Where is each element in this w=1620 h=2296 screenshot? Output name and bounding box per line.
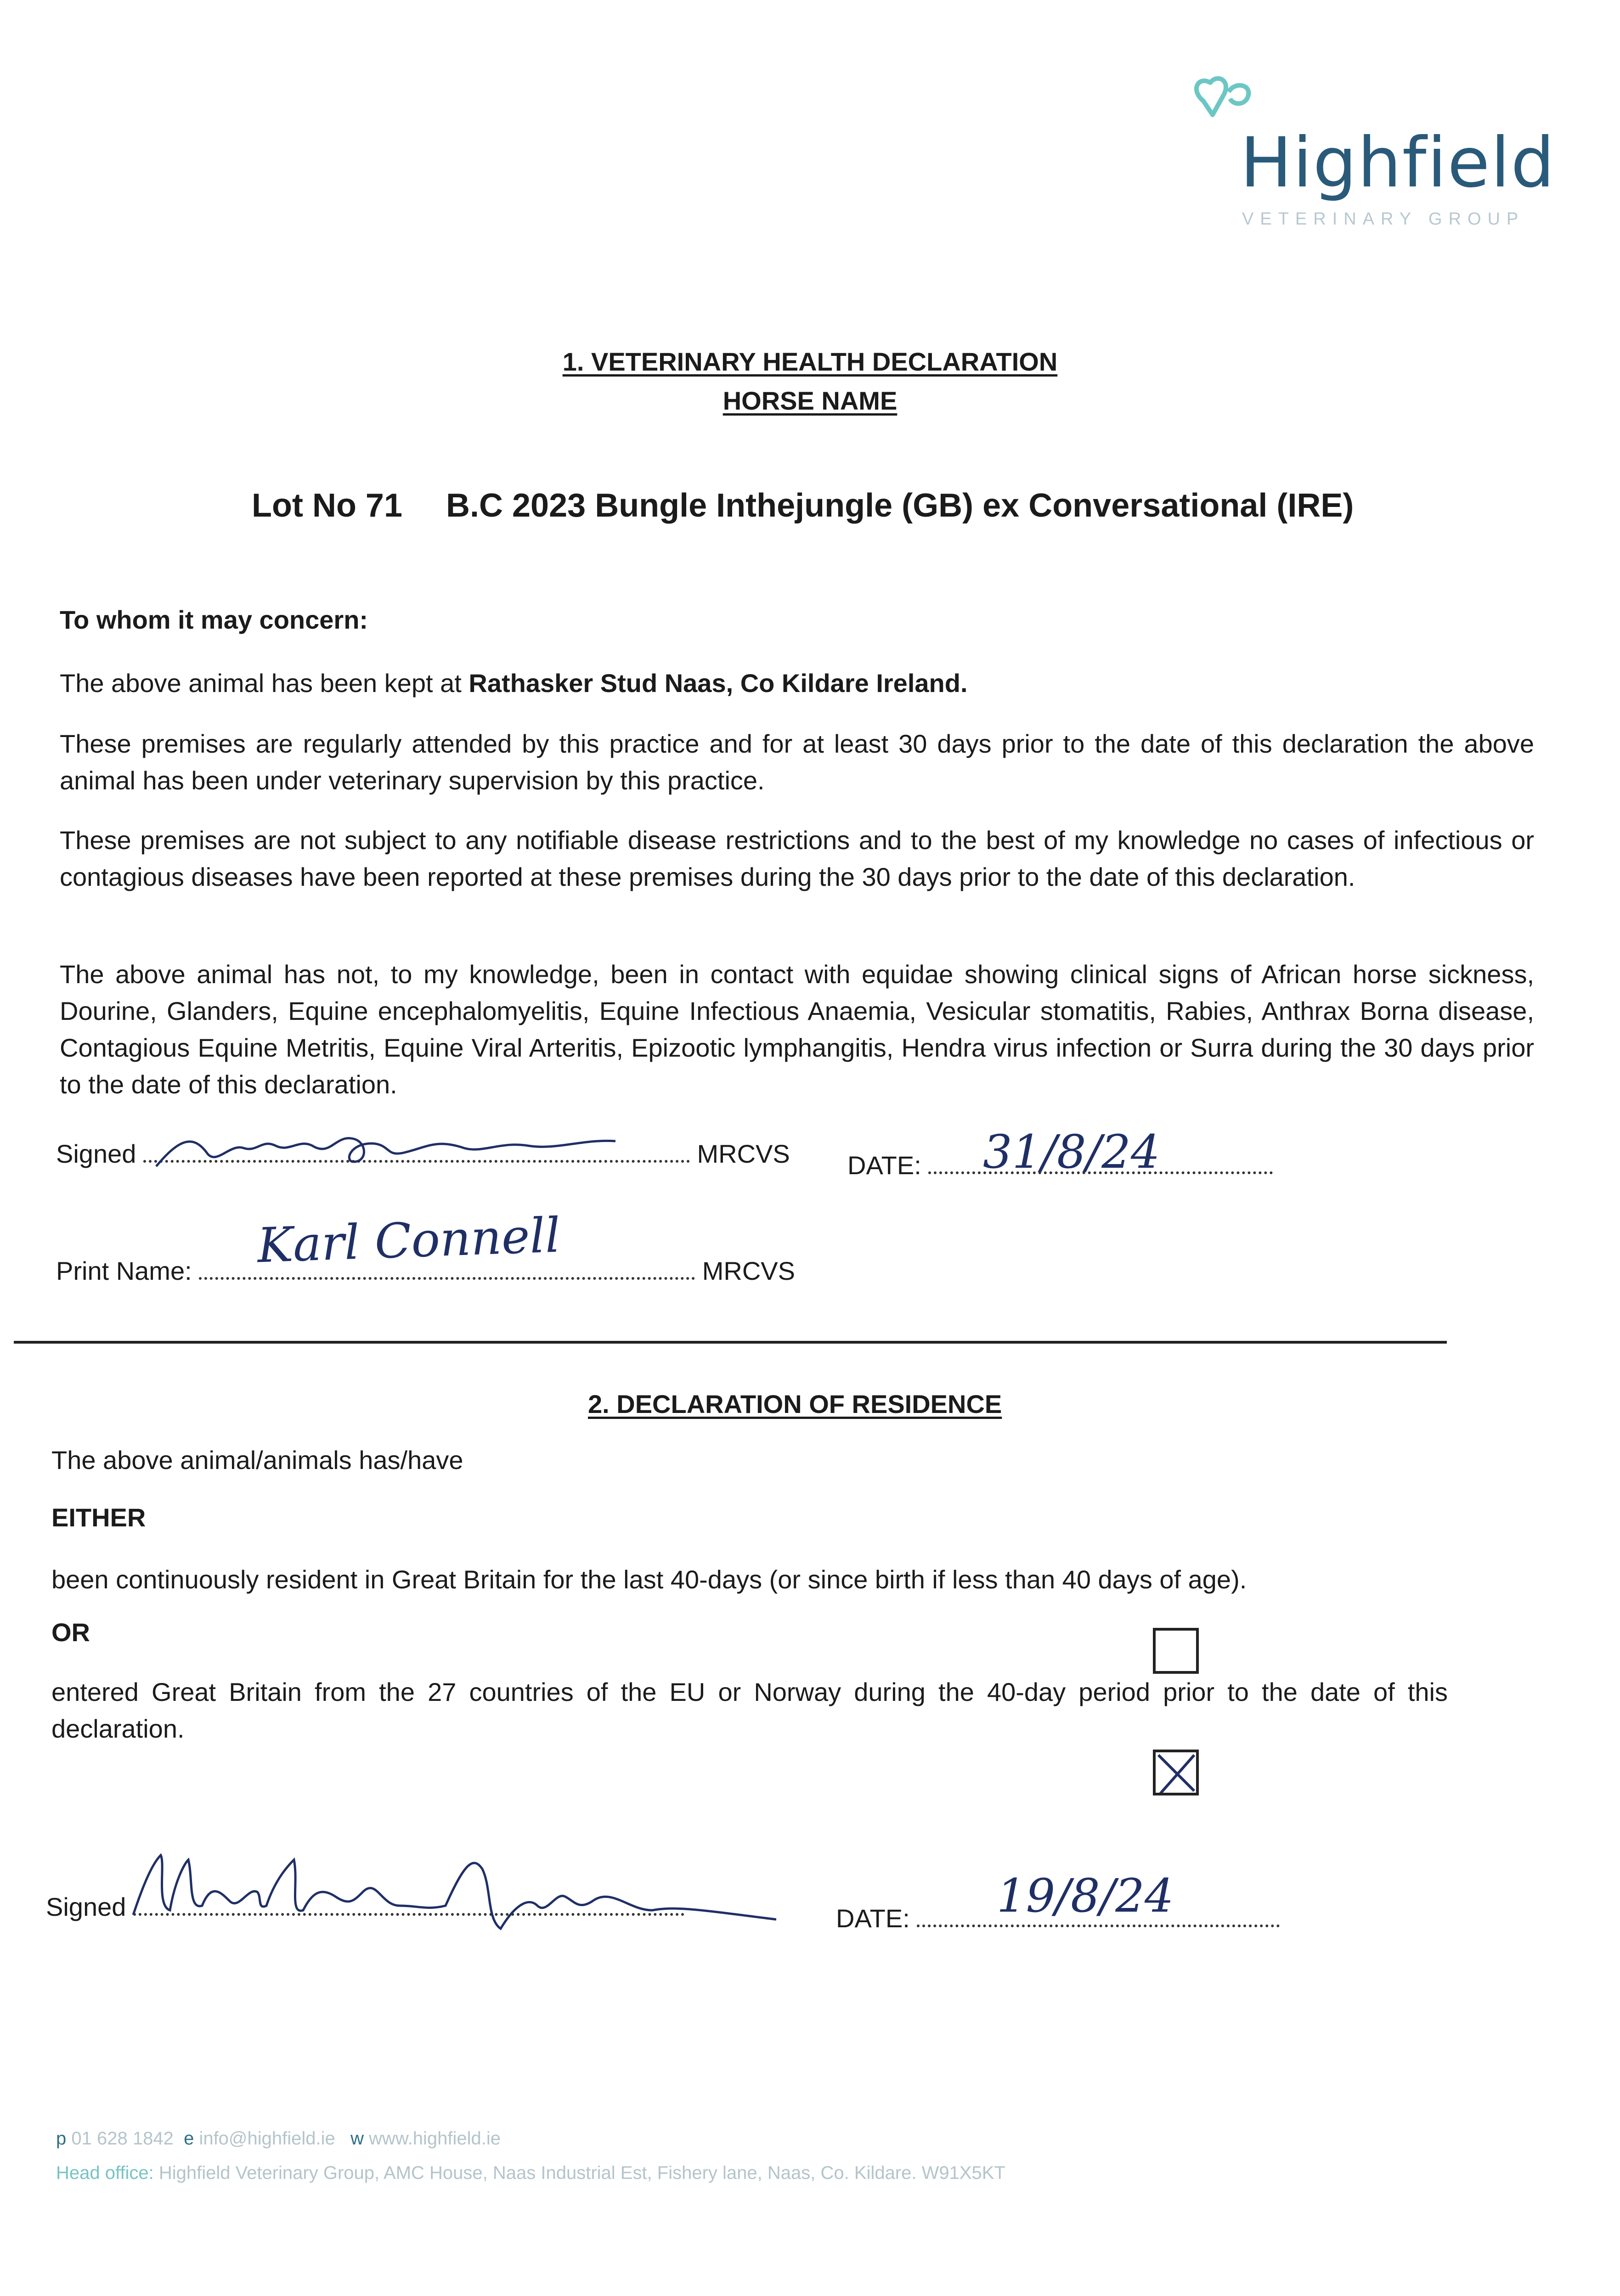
restrictions-paragraph: These premises are not subject to any notifiable disease restrictions and to the best of my knowledge no cases of infectious or contagious diseases have been reported at these premises during the 30 days prior to the date of this declaration.: [60, 826, 1534, 891]
kept-prefix: The above animal has been kept at: [60, 669, 462, 698]
signed-label: Signed: [56, 1139, 136, 1168]
footer-office: [56, 2163, 1005, 2183]
footer-contact: [56, 2128, 501, 2149]
section2-heading: 2. DECLARATION OF RESIDENCE: [588, 1390, 1002, 1418]
kept-at-paragraph: [60, 665, 1534, 702]
section-divider: [14, 1341, 1447, 1344]
owner-date-label: DATE:: [836, 1904, 910, 1933]
date-label: DATE:: [847, 1151, 921, 1180]
vet-signature: [152, 1120, 739, 1180]
print-name-label: Print Name:: [56, 1256, 192, 1285]
option2-text: entered Great Britain from the 27 countries of the EU or Norway during the 40-day period prior to the date of this declaration.: [51, 1677, 1448, 1743]
brand-subtitle: VETERINARY GROUP: [1242, 209, 1525, 229]
owner-signed-label: Signed: [46, 1892, 126, 1921]
option1-text: been continuously resident in Great Britain for the last 40-days (or since birth if less than 40 days of age).: [51, 1565, 1247, 1594]
option2-checkbox[interactable]: [1153, 1750, 1199, 1795]
print-mrcvs-label: MRCVS: [702, 1256, 795, 1285]
vet-date-value: 31/8/24: [983, 1125, 1160, 1179]
lot-number: Lot No 71: [252, 487, 403, 524]
print-name-value: Karl Connell: [256, 1207, 561, 1274]
kept-location: Rathasker Stud Naas, Co Kildare Ireland.: [469, 669, 968, 698]
section1-subheading: HORSE NAME: [723, 386, 897, 415]
salutation: To whom it may concern:: [60, 605, 368, 634]
footer-email[interactable]: info@highfield.ie: [199, 2128, 335, 2149]
contact-paragraph: The above animal has not, to my knowledge, been in contact with equidae showing clinical signs of African horse sickness, Dourine, Glanders, Equine encephalomyelitis, Equine Infectious Anaemia, Vesicular stomatitis, Rabies, Anthrax Borna disease, Contagious Equine Metritis, Equine Viral Arteritis, Epizootic lymphangitis, Hendra virus infection or Surra during the 30 days prior to the date of this declaration.: [60, 960, 1534, 1099]
section1-heading: 1. VETERINARY HEALTH DECLARATION: [562, 347, 1058, 376]
brand-logo: [1185, 73, 1556, 239]
footer-web-key: w: [350, 2128, 364, 2149]
footer-email-key: e: [184, 2128, 194, 2149]
residence-intro: The above animal/animals has/have: [51, 1446, 463, 1474]
footer-office-label: Head office:: [56, 2163, 154, 2183]
owner-date-value: 19/8/24: [997, 1869, 1174, 1923]
footer-web[interactable]: www.highfield.ie: [369, 2128, 501, 2149]
attendance-paragraph: These premises are regularly attended by this practice and for at least 30 days prior to the date of this declaration the above animal has been under veterinary supervision by this practice.: [60, 729, 1534, 795]
footer-phone-key: p: [56, 2128, 67, 2149]
or-label: OR: [51, 1618, 90, 1647]
mrcvs-label: MRCVS: [697, 1139, 790, 1168]
either-label: EITHER: [51, 1503, 146, 1532]
option1-checkbox[interactable]: [1153, 1628, 1199, 1674]
brand-name: Highfield: [1240, 123, 1556, 203]
footer-phone: 01 628 1842: [71, 2128, 174, 2149]
horse-lot-line: [252, 487, 1354, 524]
footer-office-address: Highfield Veterinary Group, AMC House, Naas Industrial Est, Fishery lane, Naas, Co. Kildare. W91X5KT: [158, 2163, 1005, 2183]
horse-name: B.C 2023 Bungle Inthejungle (GB) ex Conversational (IRE): [446, 487, 1354, 524]
check-cross-icon: [1156, 1752, 1196, 1793]
owner-signature: [124, 1837, 795, 1942]
